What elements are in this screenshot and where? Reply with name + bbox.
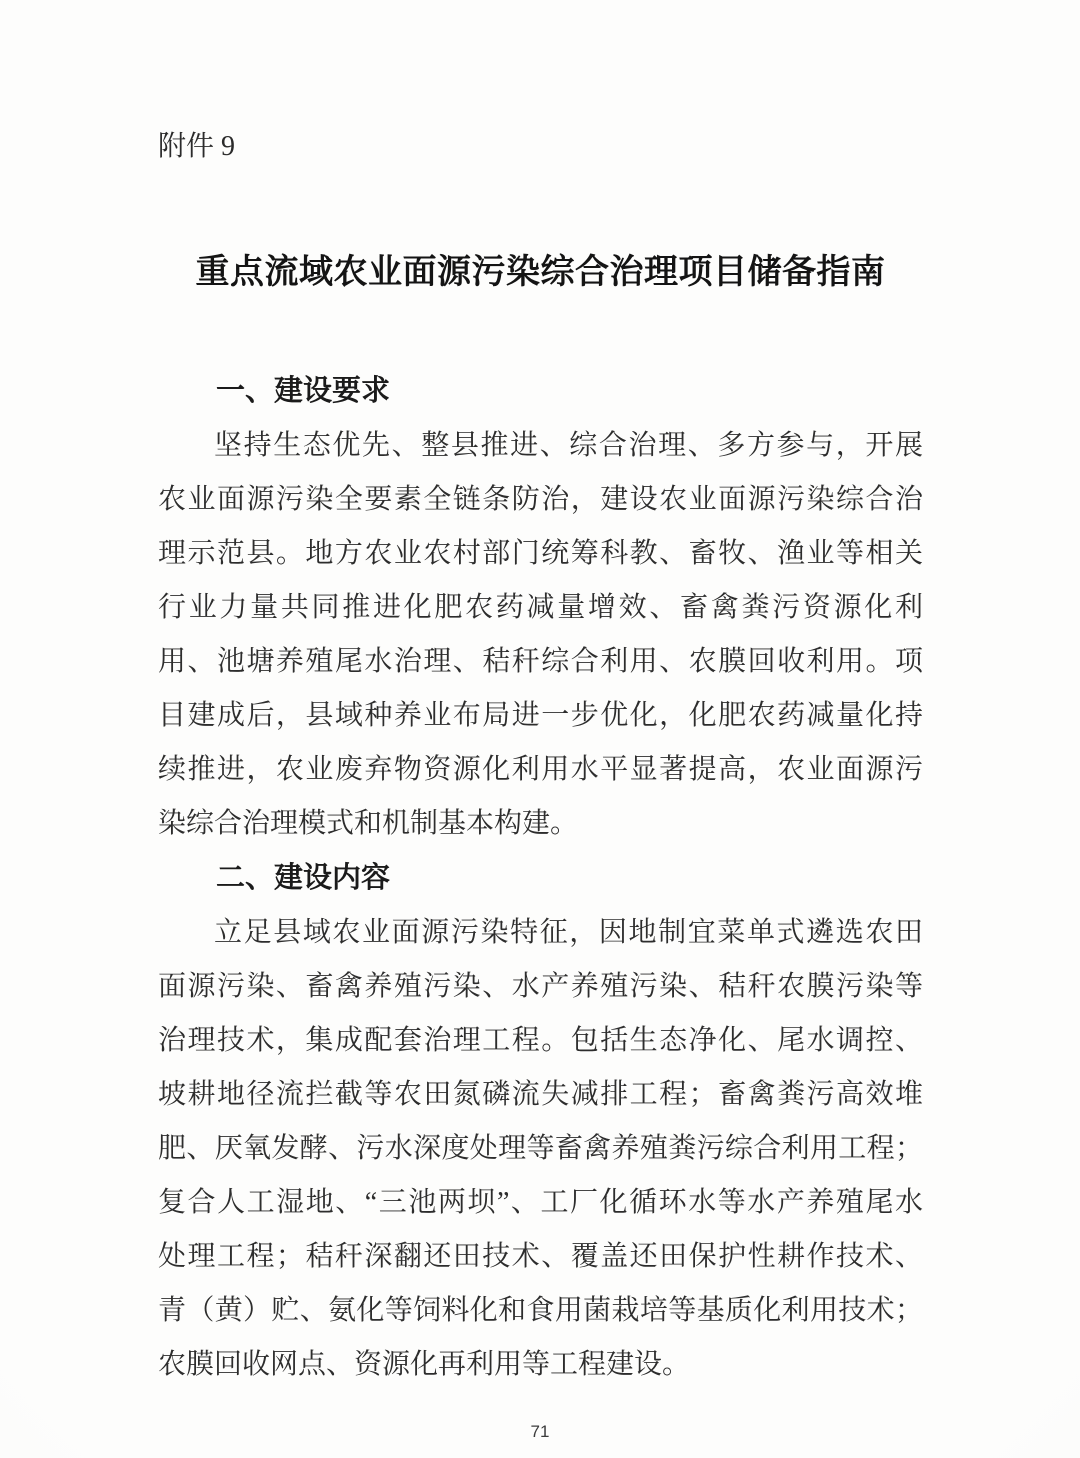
section-heading-2: 二、建设内容 (216, 862, 391, 894)
paragraph-line: 续推进，农业废弃物资源化利用水平显著提高，农业面源污 (158, 754, 923, 785)
paragraph-line: 行业力量共同推进化肥农药减量增效、畜禽粪污资源化利 (158, 592, 923, 623)
paragraph-line: 面源污染、畜禽养殖污染、水产养殖污染、秸秆农膜污染等 (158, 971, 923, 1002)
paragraph-line: 农膜回收网点、资源化再利用等工程建设。 (158, 1349, 691, 1380)
document-content (158, 126, 923, 1392)
paragraph-line: 青（黄）贮、氨化等饲料化和食用菌栽培等基质化利用技术； (158, 1295, 923, 1326)
paragraph-line: 农业面源污染全要素全链条防治，建设农业面源污染综合治 (158, 484, 923, 515)
paragraph-line: 处理工程；秸秆深翻还田技术、覆盖还田保护性耕作技术、 (158, 1241, 923, 1272)
section-heading-1: 一、建设要求 (216, 375, 391, 407)
paragraph-line: 肥、厌氧发酵、污水深度处理等畜禽养殖粪污综合利用工程； (158, 1133, 923, 1164)
paragraph-line: 坚持生态优先、整县推进、综合治理、多方参与，开展 (214, 430, 923, 461)
attachment-label: 附件 9 (158, 131, 236, 162)
paragraph-line: 目建成后，县域种养业布局进一步优化，化肥农药减量化持 (158, 700, 923, 731)
paragraph-line: 治理技术，集成配套治理工程。包括生态净化、尾水调控、 (158, 1025, 923, 1056)
page-number: 71 (530, 1422, 550, 1441)
document-title: 重点流域农业面源污染综合治理项目储备指南 (195, 254, 886, 291)
paragraph-line: 理示范县。地方农业农村部门统筹科教、畜牧、渔业等相关 (158, 538, 923, 569)
paragraph-line: 坡耕地径流拦截等农田氮磷流失减排工程；畜禽粪污高效堆 (158, 1079, 923, 1110)
paragraph-line: 用、池塘养殖尾水治理、秸秆综合利用、农膜回收利用。项 (158, 646, 923, 677)
paragraph-line: 染综合治理模式和机制基本构建。 (158, 808, 579, 839)
paragraph-line: 立足县域农业面源污染特征，因地制宜菜单式遴选农田 (214, 917, 923, 948)
paragraph-line: 复合人工湿地、“三池两坝”、工厂化循环水等水产养殖尾水 (158, 1187, 923, 1218)
